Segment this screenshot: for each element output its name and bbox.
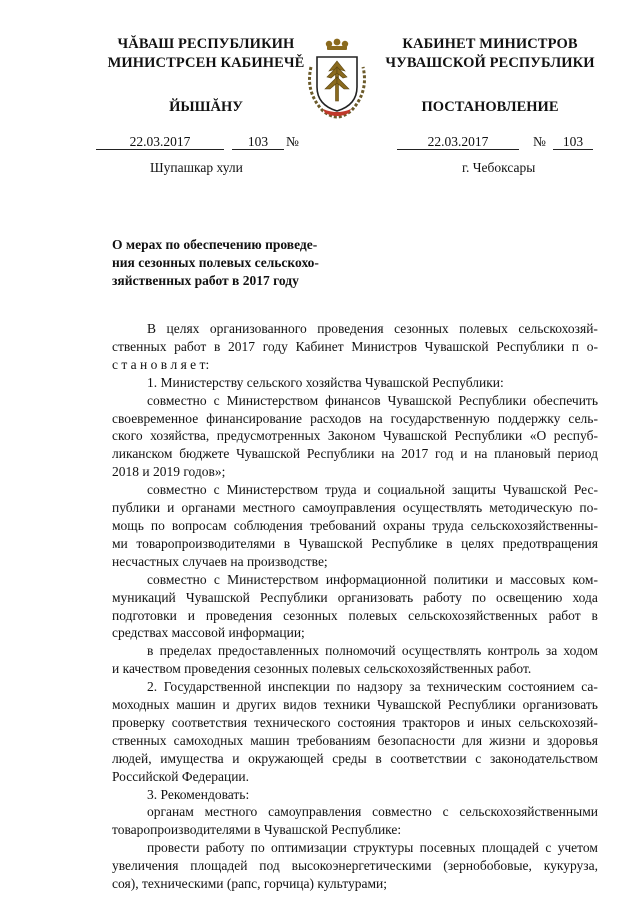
body-line: в пределах предоставленных полномочий осуществлять контроль за ходом xyxy=(147,643,598,659)
body-line: соя), техническими (рапс, горчица) культурами; xyxy=(112,876,388,892)
number-line-left xyxy=(96,134,326,150)
body-line: проверку соответствия технического состояния тракторов и иных сельскохозяй- xyxy=(112,714,598,730)
body-line: публики и органами местного самоуправления осуществлять методическую по- xyxy=(112,500,598,516)
body-line: мощь по вопросам соблюдения требований охраны труда сельскохозяйственны- xyxy=(112,517,598,533)
body-line: ликанском бюджете Чувашской Республики на 2017 год и на плановый период xyxy=(112,446,598,462)
number-left: 103 xyxy=(232,134,284,150)
body-line: товаропроизводителями в Чувашской Республике: xyxy=(112,822,402,838)
issuer-right-line-1: КАБИНЕТ МИНИСТРОВ xyxy=(402,36,578,52)
issuer-right-russian xyxy=(370,35,610,73)
number-sign-left: № xyxy=(286,134,299,149)
issuer-right-line-2: ЧУВАШСКОЙ РЕСПУБЛИКИ xyxy=(385,55,595,71)
number-line-right xyxy=(397,134,607,150)
body-line: средствах массовой информации; xyxy=(112,625,305,641)
number-sign-right: № xyxy=(533,134,546,149)
place-right: г. Чебоксары xyxy=(462,160,536,175)
issuer-left-line-1: ЧĂВАШ РЕСПУБЛИКИН xyxy=(117,36,295,52)
body-line: с т а н о в л я е т: xyxy=(112,356,210,372)
title-line: О мерах по обеспечению проведе- xyxy=(112,237,318,252)
doc-kind-chuvash: ЙЫШĂНУ xyxy=(169,99,243,115)
body-line: органам местного самоуправления совместно с сельскохозяйственными xyxy=(147,804,598,820)
body-line: увеличения площадей под высокоэнергетическими (зернобобовые, кукуруза, xyxy=(112,858,598,874)
body-line: Российской Федерации. xyxy=(112,768,250,784)
body-line: несчастных случаев на производстве; xyxy=(112,553,328,569)
body-line: людей, имущества и окружающей среды в соответствии с законодательством xyxy=(112,750,598,766)
body-line: ственных работ в 2017 году Кабинет Министров Чувашской Республики п о- xyxy=(112,338,598,354)
body-line: моходных машин и других видов техники Чувашской Республики организовать xyxy=(112,697,598,713)
body-line: подготовки и проведения сезонных полевых сельскохозяйственных работ в xyxy=(112,607,598,623)
body-line: муникаций Чувашской Республики организовать работу по освещению хода xyxy=(112,589,598,605)
document-title xyxy=(112,236,347,290)
body-line: провести работу по оптимизации структуры посевных площадей с учетом xyxy=(147,840,598,856)
title-line: зяйственных работ в 2017 году xyxy=(112,273,299,288)
title-line: ния сезонных полевых сельскохо- xyxy=(112,255,319,270)
place-left: Шупашкар хули xyxy=(150,160,243,175)
body-line: ственных самоходных машин требованиям безопасности для жизни и здоровья xyxy=(112,732,598,748)
issuer-left-chuvash xyxy=(96,35,316,73)
body-line: своевременное финансирование расходов на государственную поддержку сель- xyxy=(112,410,598,426)
body-line: 2018 и 2019 годов»; xyxy=(112,464,226,480)
body-line: совместно с Министерством финансов Чувашской Республики обеспечить xyxy=(147,392,598,408)
body-line: совместно с Министерством информационной политики и массовых ком- xyxy=(147,571,598,587)
number-right: 103 xyxy=(553,134,593,150)
document-body xyxy=(112,320,598,893)
body-line: ского хозяйства, предусмотренных Законом Чувашской Республики «О респуб- xyxy=(112,428,598,444)
date-right: 22.03.2017 xyxy=(397,134,519,150)
body-line: 1. Министерству сельского хозяйства Чувашской Республики: xyxy=(147,374,504,390)
body-line: В целях организованного проведения сезонных полевых сельскохозяй- xyxy=(147,321,598,336)
body-line: 2. Государственной инспекции по надзору за техническим состоянием са- xyxy=(147,679,598,695)
issuer-left-line-2: МИНИСТРСЕН КАБИНЕЧĚ xyxy=(107,55,305,71)
body-line: 3. Рекомендовать: xyxy=(147,786,250,802)
body-line: совместно с Министерством труда и социальной защиты Чувашской Рес- xyxy=(147,482,598,498)
doc-kind-russian: ПОСТАНОВЛЕНИЕ xyxy=(421,99,559,115)
body-line: и качеством проведения сезонных полевых сельскохозяйственных работ. xyxy=(112,661,532,677)
body-line: ми товаропроизводителями в Чувашской Республике в целях предотвращения xyxy=(112,535,598,551)
date-left: 22.03.2017 xyxy=(96,134,224,150)
